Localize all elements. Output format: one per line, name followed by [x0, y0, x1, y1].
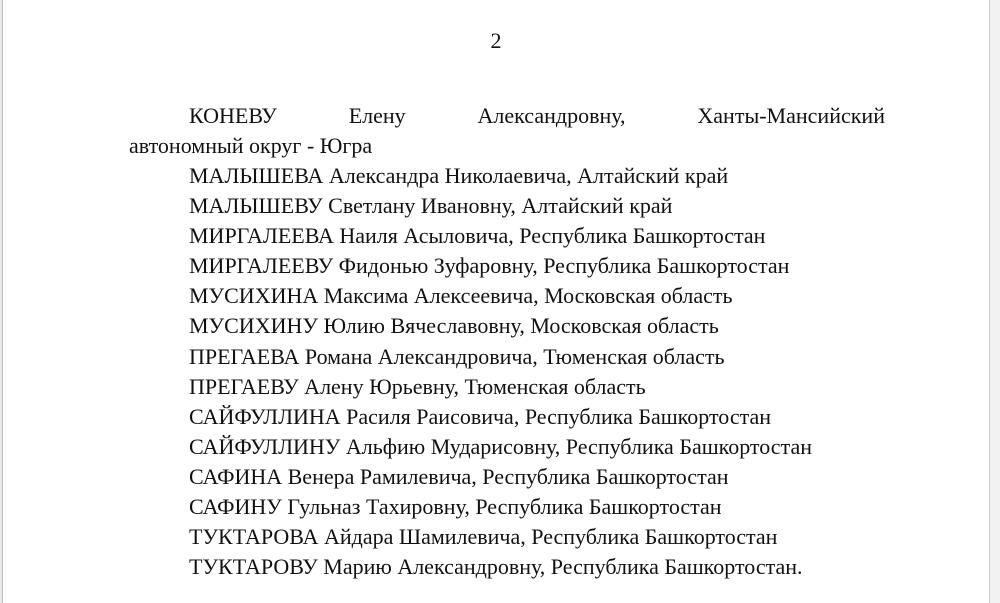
- first-entry-word: Елену: [348, 103, 406, 128]
- list-item: МАЛЫШЕВА Александра Николаевича, Алтайский край: [189, 163, 729, 188]
- list-item: ПРЕГАЕВУ Алену Юрьевну, Тюменская область: [189, 373, 646, 399]
- list-item: МУСИХИНА Максима Алексеевича, Московская область: [189, 283, 733, 309]
- document-page: [2, 0, 990, 603]
- list-item: ТУКТАРОВА Айдара Шамилевича, Республика Башкортостан: [189, 524, 778, 550]
- list-item: САФИНУ Гульназ Тахировну, Республика Башкортостан: [189, 494, 722, 520]
- first-entry-word: КОНЕВУ: [189, 103, 277, 128]
- award-list: [189, 161, 909, 582]
- list-item: МАЛЫШЕВУ Светлану Ивановну, Алтайский край: [189, 193, 673, 219]
- list-item: МИРГАЛЕЕВА Наиля Асыловича, Республика Башкортостан: [189, 223, 766, 249]
- first-entry-continuation: автономный округ - Югра: [129, 133, 373, 158]
- first-entry-line: [129, 101, 885, 131]
- page-number: 2: [490, 28, 502, 53]
- first-entry-word: Ханты-Мансийский: [697, 103, 885, 128]
- viewer-edge: [990, 0, 1000, 603]
- list-item: ПРЕГАЕВА Романа Александровича, Тюменская область: [189, 343, 725, 369]
- list-item: МИРГАЛЕЕВУ Фидонью Зуфаровну, Республика Башкортостан: [189, 253, 790, 279]
- first-entry-word: Александровну,: [477, 103, 626, 128]
- list-item: САЙФУЛЛИНУ Альфию Мударисовну, Республика Башкортостан: [189, 433, 812, 459]
- list-item: ТУКТАРОВУ Марию Александровну, Республика Башкортостан.: [189, 554, 803, 580]
- first-entry: [129, 101, 885, 161]
- list-item: МУСИХИНУ Юлию Вячеславовну, Московская область: [189, 313, 719, 339]
- list-item: САФИНА Венера Рамилевича, Республика Башкортостан: [189, 463, 729, 489]
- list-item: САЙФУЛЛИНА Расиля Раисовича, Республика Башкортостан: [189, 403, 772, 429]
